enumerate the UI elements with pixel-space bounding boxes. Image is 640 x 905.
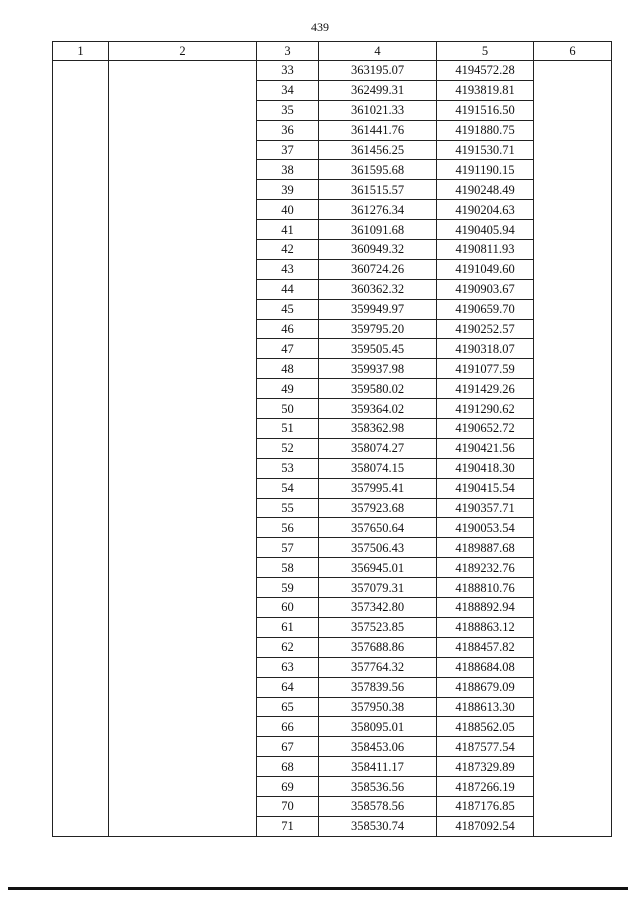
cell-col-1 xyxy=(53,518,109,538)
cell-coord-x: 358453.06 xyxy=(319,737,437,757)
table-row xyxy=(53,220,612,240)
table-body xyxy=(53,61,612,837)
cell-point-number: 60 xyxy=(257,598,319,618)
cell-coord-y: 4194572.28 xyxy=(437,61,534,81)
table-row xyxy=(53,637,612,657)
table-row xyxy=(53,61,612,81)
cell-col-1 xyxy=(53,578,109,598)
cell-col-1 xyxy=(53,140,109,160)
cell-col-6 xyxy=(534,458,612,478)
cell-col-2 xyxy=(109,657,257,677)
cell-col-6 xyxy=(534,120,612,140)
cell-point-number: 56 xyxy=(257,518,319,538)
cell-point-number: 42 xyxy=(257,240,319,260)
cell-col-1 xyxy=(53,737,109,757)
cell-col-6 xyxy=(534,617,612,637)
cell-col-1 xyxy=(53,657,109,677)
cell-col-2 xyxy=(109,438,257,458)
cell-col-2 xyxy=(109,518,257,538)
header-col-3: 3 xyxy=(257,42,319,61)
cell-col-6 xyxy=(534,757,612,777)
cell-col-1 xyxy=(53,359,109,379)
cell-col-1 xyxy=(53,438,109,458)
table-row xyxy=(53,160,612,180)
header-col-6: 6 xyxy=(534,42,612,61)
cell-col-1 xyxy=(53,796,109,816)
cell-coord-y: 4188810.76 xyxy=(437,578,534,598)
table-row xyxy=(53,578,612,598)
cell-coord-x: 359937.98 xyxy=(319,359,437,379)
cell-coord-y: 4191530.71 xyxy=(437,140,534,160)
cell-col-6 xyxy=(534,399,612,419)
cell-coord-y: 4188613.30 xyxy=(437,697,534,717)
table-row xyxy=(53,518,612,538)
cell-col-2 xyxy=(109,816,257,836)
table-row xyxy=(53,279,612,299)
cell-col-2 xyxy=(109,458,257,478)
cell-coord-x: 357923.68 xyxy=(319,498,437,518)
cell-coord-x: 359949.97 xyxy=(319,299,437,319)
cell-col-2 xyxy=(109,677,257,697)
cell-point-number: 57 xyxy=(257,538,319,558)
cell-col-1 xyxy=(53,558,109,578)
table-row xyxy=(53,657,612,677)
cell-col-1 xyxy=(53,419,109,439)
cell-coord-y: 4188863.12 xyxy=(437,617,534,637)
table-row xyxy=(53,757,612,777)
table-row xyxy=(53,438,612,458)
cell-coord-x: 357839.56 xyxy=(319,677,437,697)
cell-col-2 xyxy=(109,160,257,180)
cell-col-1 xyxy=(53,220,109,240)
cell-point-number: 33 xyxy=(257,61,319,81)
cell-col-1 xyxy=(53,757,109,777)
cell-coord-x: 358074.27 xyxy=(319,438,437,458)
cell-col-2 xyxy=(109,419,257,439)
cell-col-6 xyxy=(534,359,612,379)
cell-point-number: 51 xyxy=(257,419,319,439)
cell-coord-x: 357688.86 xyxy=(319,637,437,657)
table-row xyxy=(53,399,612,419)
cell-col-1 xyxy=(53,61,109,81)
cell-coord-x: 361021.33 xyxy=(319,100,437,120)
table-row xyxy=(53,498,612,518)
cell-col-2 xyxy=(109,478,257,498)
cell-coord-x: 357523.85 xyxy=(319,617,437,637)
cell-coord-y: 4190318.07 xyxy=(437,339,534,359)
table-row xyxy=(53,140,612,160)
cell-coord-x: 361456.25 xyxy=(319,140,437,160)
cell-coord-y: 4188892.94 xyxy=(437,598,534,618)
cell-point-number: 67 xyxy=(257,737,319,757)
cell-coord-x: 359505.45 xyxy=(319,339,437,359)
cell-coord-x: 357506.43 xyxy=(319,538,437,558)
cell-point-number: 45 xyxy=(257,299,319,319)
cell-col-6 xyxy=(534,438,612,458)
cell-point-number: 71 xyxy=(257,816,319,836)
cell-col-2 xyxy=(109,140,257,160)
cell-coord-y: 4190248.49 xyxy=(437,180,534,200)
cell-col-6 xyxy=(534,61,612,81)
cell-point-number: 64 xyxy=(257,677,319,697)
cell-col-6 xyxy=(534,816,612,836)
cell-coord-y: 4191190.15 xyxy=(437,160,534,180)
table-row xyxy=(53,200,612,220)
cell-coord-y: 4188562.05 xyxy=(437,717,534,737)
cell-col-2 xyxy=(109,498,257,518)
cell-col-2 xyxy=(109,61,257,81)
cell-coord-y: 4187266.19 xyxy=(437,777,534,797)
table-row xyxy=(53,240,612,260)
cell-point-number: 47 xyxy=(257,339,319,359)
cell-col-6 xyxy=(534,259,612,279)
cell-coord-x: 356945.01 xyxy=(319,558,437,578)
cell-point-number: 49 xyxy=(257,379,319,399)
cell-col-6 xyxy=(534,777,612,797)
cell-coord-y: 4189232.76 xyxy=(437,558,534,578)
cell-col-1 xyxy=(53,458,109,478)
cell-coord-x: 358362.98 xyxy=(319,419,437,439)
cell-col-6 xyxy=(534,200,612,220)
cell-coord-y: 4187329.89 xyxy=(437,757,534,777)
table-row xyxy=(53,796,612,816)
cell-col-2 xyxy=(109,697,257,717)
cell-coord-y: 4190415.54 xyxy=(437,478,534,498)
cell-col-1 xyxy=(53,80,109,100)
table-row xyxy=(53,180,612,200)
table-row xyxy=(53,697,612,717)
cell-coord-y: 4190252.57 xyxy=(437,319,534,339)
cell-col-1 xyxy=(53,717,109,737)
cell-col-1 xyxy=(53,617,109,637)
cell-col-2 xyxy=(109,100,257,120)
cell-col-1 xyxy=(53,637,109,657)
cell-col-1 xyxy=(53,259,109,279)
cell-coord-x: 357079.31 xyxy=(319,578,437,598)
cell-col-1 xyxy=(53,240,109,260)
cell-point-number: 54 xyxy=(257,478,319,498)
cell-point-number: 36 xyxy=(257,120,319,140)
cell-coord-y: 4191290.62 xyxy=(437,399,534,419)
cell-coord-y: 4188679.09 xyxy=(437,677,534,697)
cell-col-6 xyxy=(534,578,612,598)
table-row xyxy=(53,598,612,618)
cell-col-6 xyxy=(534,598,612,618)
cell-col-6 xyxy=(534,657,612,677)
page-number: 439 xyxy=(311,20,329,34)
cell-col-1 xyxy=(53,100,109,120)
cell-coord-y: 4190659.70 xyxy=(437,299,534,319)
cell-coord-y: 4190811.93 xyxy=(437,240,534,260)
cell-coord-y: 4191429.26 xyxy=(437,379,534,399)
table-row xyxy=(53,319,612,339)
header-col-5: 5 xyxy=(437,42,534,61)
cell-col-2 xyxy=(109,279,257,299)
cell-col-6 xyxy=(534,100,612,120)
cell-col-1 xyxy=(53,299,109,319)
cell-point-number: 38 xyxy=(257,160,319,180)
cell-coord-x: 359795.20 xyxy=(319,319,437,339)
cell-col-6 xyxy=(534,140,612,160)
cell-col-6 xyxy=(534,498,612,518)
cell-col-2 xyxy=(109,180,257,200)
table-row xyxy=(53,379,612,399)
cell-point-number: 46 xyxy=(257,319,319,339)
cell-col-2 xyxy=(109,120,257,140)
cell-point-number: 66 xyxy=(257,717,319,737)
cell-col-2 xyxy=(109,538,257,558)
cell-col-1 xyxy=(53,677,109,697)
cell-col-6 xyxy=(534,518,612,538)
cell-coord-y: 4190357.71 xyxy=(437,498,534,518)
cell-coord-x: 358411.17 xyxy=(319,757,437,777)
cell-coord-x: 357995.41 xyxy=(319,478,437,498)
cell-point-number: 35 xyxy=(257,100,319,120)
cell-coord-x: 358530.74 xyxy=(319,816,437,836)
cell-point-number: 52 xyxy=(257,438,319,458)
cell-col-1 xyxy=(53,697,109,717)
cell-coord-x: 360949.32 xyxy=(319,240,437,260)
table-row xyxy=(53,80,612,100)
cell-coord-x: 361276.34 xyxy=(319,200,437,220)
cell-coord-y: 4187092.54 xyxy=(437,816,534,836)
cell-col-1 xyxy=(53,279,109,299)
table-row xyxy=(53,538,612,558)
cell-point-number: 58 xyxy=(257,558,319,578)
cell-col-6 xyxy=(534,80,612,100)
cell-col-6 xyxy=(534,240,612,260)
cell-col-1 xyxy=(53,816,109,836)
cell-col-1 xyxy=(53,598,109,618)
cell-col-6 xyxy=(534,299,612,319)
cell-coord-x: 357950.38 xyxy=(319,697,437,717)
cell-coord-x: 359364.02 xyxy=(319,399,437,419)
cell-col-2 xyxy=(109,80,257,100)
cell-col-6 xyxy=(534,538,612,558)
cell-col-2 xyxy=(109,757,257,777)
table-row xyxy=(53,339,612,359)
cell-col-1 xyxy=(53,120,109,140)
cell-col-1 xyxy=(53,319,109,339)
cell-point-number: 39 xyxy=(257,180,319,200)
cell-coord-y: 4191049.60 xyxy=(437,259,534,279)
cell-coord-x: 360724.26 xyxy=(319,259,437,279)
cell-col-2 xyxy=(109,220,257,240)
cell-col-2 xyxy=(109,399,257,419)
table-header-row xyxy=(53,42,612,61)
cell-col-2 xyxy=(109,259,257,279)
cell-point-number: 69 xyxy=(257,777,319,797)
table-row xyxy=(53,458,612,478)
cell-coord-x: 361091.68 xyxy=(319,220,437,240)
cell-col-2 xyxy=(109,737,257,757)
cell-point-number: 61 xyxy=(257,617,319,637)
cell-col-2 xyxy=(109,299,257,319)
cell-col-2 xyxy=(109,578,257,598)
cell-point-number: 62 xyxy=(257,637,319,657)
header-col-2: 2 xyxy=(109,42,257,61)
cell-col-1 xyxy=(53,777,109,797)
table-row xyxy=(53,100,612,120)
cell-coord-x: 361515.57 xyxy=(319,180,437,200)
cell-col-2 xyxy=(109,359,257,379)
cell-col-1 xyxy=(53,399,109,419)
cell-col-1 xyxy=(53,180,109,200)
cell-col-2 xyxy=(109,796,257,816)
cell-col-1 xyxy=(53,538,109,558)
cell-col-2 xyxy=(109,339,257,359)
table-row xyxy=(53,299,612,319)
header-col-4: 4 xyxy=(319,42,437,61)
cell-col-6 xyxy=(534,339,612,359)
cell-point-number: 43 xyxy=(257,259,319,279)
table-row xyxy=(53,359,612,379)
cell-point-number: 63 xyxy=(257,657,319,677)
header-col-1: 1 xyxy=(53,42,109,61)
cell-col-2 xyxy=(109,777,257,797)
cell-point-number: 55 xyxy=(257,498,319,518)
cell-point-number: 65 xyxy=(257,697,319,717)
cell-point-number: 34 xyxy=(257,80,319,100)
cell-coord-x: 361595.68 xyxy=(319,160,437,180)
cell-col-6 xyxy=(534,419,612,439)
table-row xyxy=(53,816,612,836)
cell-coord-x: 361441.76 xyxy=(319,120,437,140)
cell-col-6 xyxy=(534,717,612,737)
cell-point-number: 48 xyxy=(257,359,319,379)
cell-col-6 xyxy=(534,319,612,339)
cell-col-2 xyxy=(109,617,257,637)
cell-col-2 xyxy=(109,240,257,260)
cell-col-6 xyxy=(534,220,612,240)
cell-coord-x: 360362.32 xyxy=(319,279,437,299)
cell-col-1 xyxy=(53,379,109,399)
cell-coord-y: 4189887.68 xyxy=(437,538,534,558)
cell-point-number: 37 xyxy=(257,140,319,160)
cell-coord-y: 4187176.85 xyxy=(437,796,534,816)
cell-coord-x: 358095.01 xyxy=(319,717,437,737)
cell-col-2 xyxy=(109,379,257,399)
table-row xyxy=(53,120,612,140)
cell-col-6 xyxy=(534,637,612,657)
table-row xyxy=(53,677,612,697)
cell-point-number: 40 xyxy=(257,200,319,220)
cell-point-number: 70 xyxy=(257,796,319,816)
cell-coord-y: 4191516.50 xyxy=(437,100,534,120)
cell-coord-x: 359580.02 xyxy=(319,379,437,399)
cell-coord-x: 357764.32 xyxy=(319,657,437,677)
table-row xyxy=(53,617,612,637)
cell-col-6 xyxy=(534,558,612,578)
cell-col-2 xyxy=(109,717,257,737)
cell-col-1 xyxy=(53,200,109,220)
cell-col-2 xyxy=(109,558,257,578)
cell-col-6 xyxy=(534,379,612,399)
cell-col-2 xyxy=(109,637,257,657)
cell-point-number: 68 xyxy=(257,757,319,777)
cell-coord-y: 4190053.54 xyxy=(437,518,534,538)
cell-point-number: 53 xyxy=(257,458,319,478)
cell-col-1 xyxy=(53,478,109,498)
cell-col-6 xyxy=(534,160,612,180)
cell-coord-x: 362499.31 xyxy=(319,80,437,100)
table-row xyxy=(53,558,612,578)
table-row xyxy=(53,478,612,498)
cell-coord-x: 357650.64 xyxy=(319,518,437,538)
cell-col-6 xyxy=(534,796,612,816)
cell-coord-x: 358578.56 xyxy=(319,796,437,816)
cell-col-1 xyxy=(53,160,109,180)
cell-col-2 xyxy=(109,319,257,339)
cell-col-6 xyxy=(534,180,612,200)
bottom-rule xyxy=(8,887,628,890)
cell-coord-y: 4187577.54 xyxy=(437,737,534,757)
cell-point-number: 41 xyxy=(257,220,319,240)
table-row xyxy=(53,737,612,757)
cell-coord-y: 4190903.67 xyxy=(437,279,534,299)
table-row xyxy=(53,717,612,737)
cell-coord-y: 4190405.94 xyxy=(437,220,534,240)
cell-point-number: 44 xyxy=(257,279,319,299)
cell-col-1 xyxy=(53,339,109,359)
cell-col-6 xyxy=(534,478,612,498)
cell-coord-y: 4191077.59 xyxy=(437,359,534,379)
cell-col-6 xyxy=(534,677,612,697)
cell-coord-y: 4190418.30 xyxy=(437,458,534,478)
cell-coord-x: 357342.80 xyxy=(319,598,437,618)
cell-coord-y: 4190421.56 xyxy=(437,438,534,458)
cell-point-number: 59 xyxy=(257,578,319,598)
cell-coord-y: 4188457.82 xyxy=(437,637,534,657)
cell-col-6 xyxy=(534,737,612,757)
table-row xyxy=(53,777,612,797)
table-row xyxy=(53,419,612,439)
cell-coord-y: 4191880.75 xyxy=(437,120,534,140)
cell-col-2 xyxy=(109,598,257,618)
cell-col-6 xyxy=(534,279,612,299)
cell-point-number: 50 xyxy=(257,399,319,419)
table-row xyxy=(53,259,612,279)
cell-coord-y: 4190652.72 xyxy=(437,419,534,439)
cell-col-1 xyxy=(53,498,109,518)
cell-coord-y: 4188684.08 xyxy=(437,657,534,677)
cell-col-6 xyxy=(534,697,612,717)
cell-col-2 xyxy=(109,200,257,220)
cell-coord-y: 4193819.81 xyxy=(437,80,534,100)
coordinates-table xyxy=(52,41,612,837)
cell-coord-x: 358536.56 xyxy=(319,777,437,797)
cell-coord-y: 4190204.63 xyxy=(437,200,534,220)
cell-coord-x: 358074.15 xyxy=(319,458,437,478)
cell-coord-x: 363195.07 xyxy=(319,61,437,81)
